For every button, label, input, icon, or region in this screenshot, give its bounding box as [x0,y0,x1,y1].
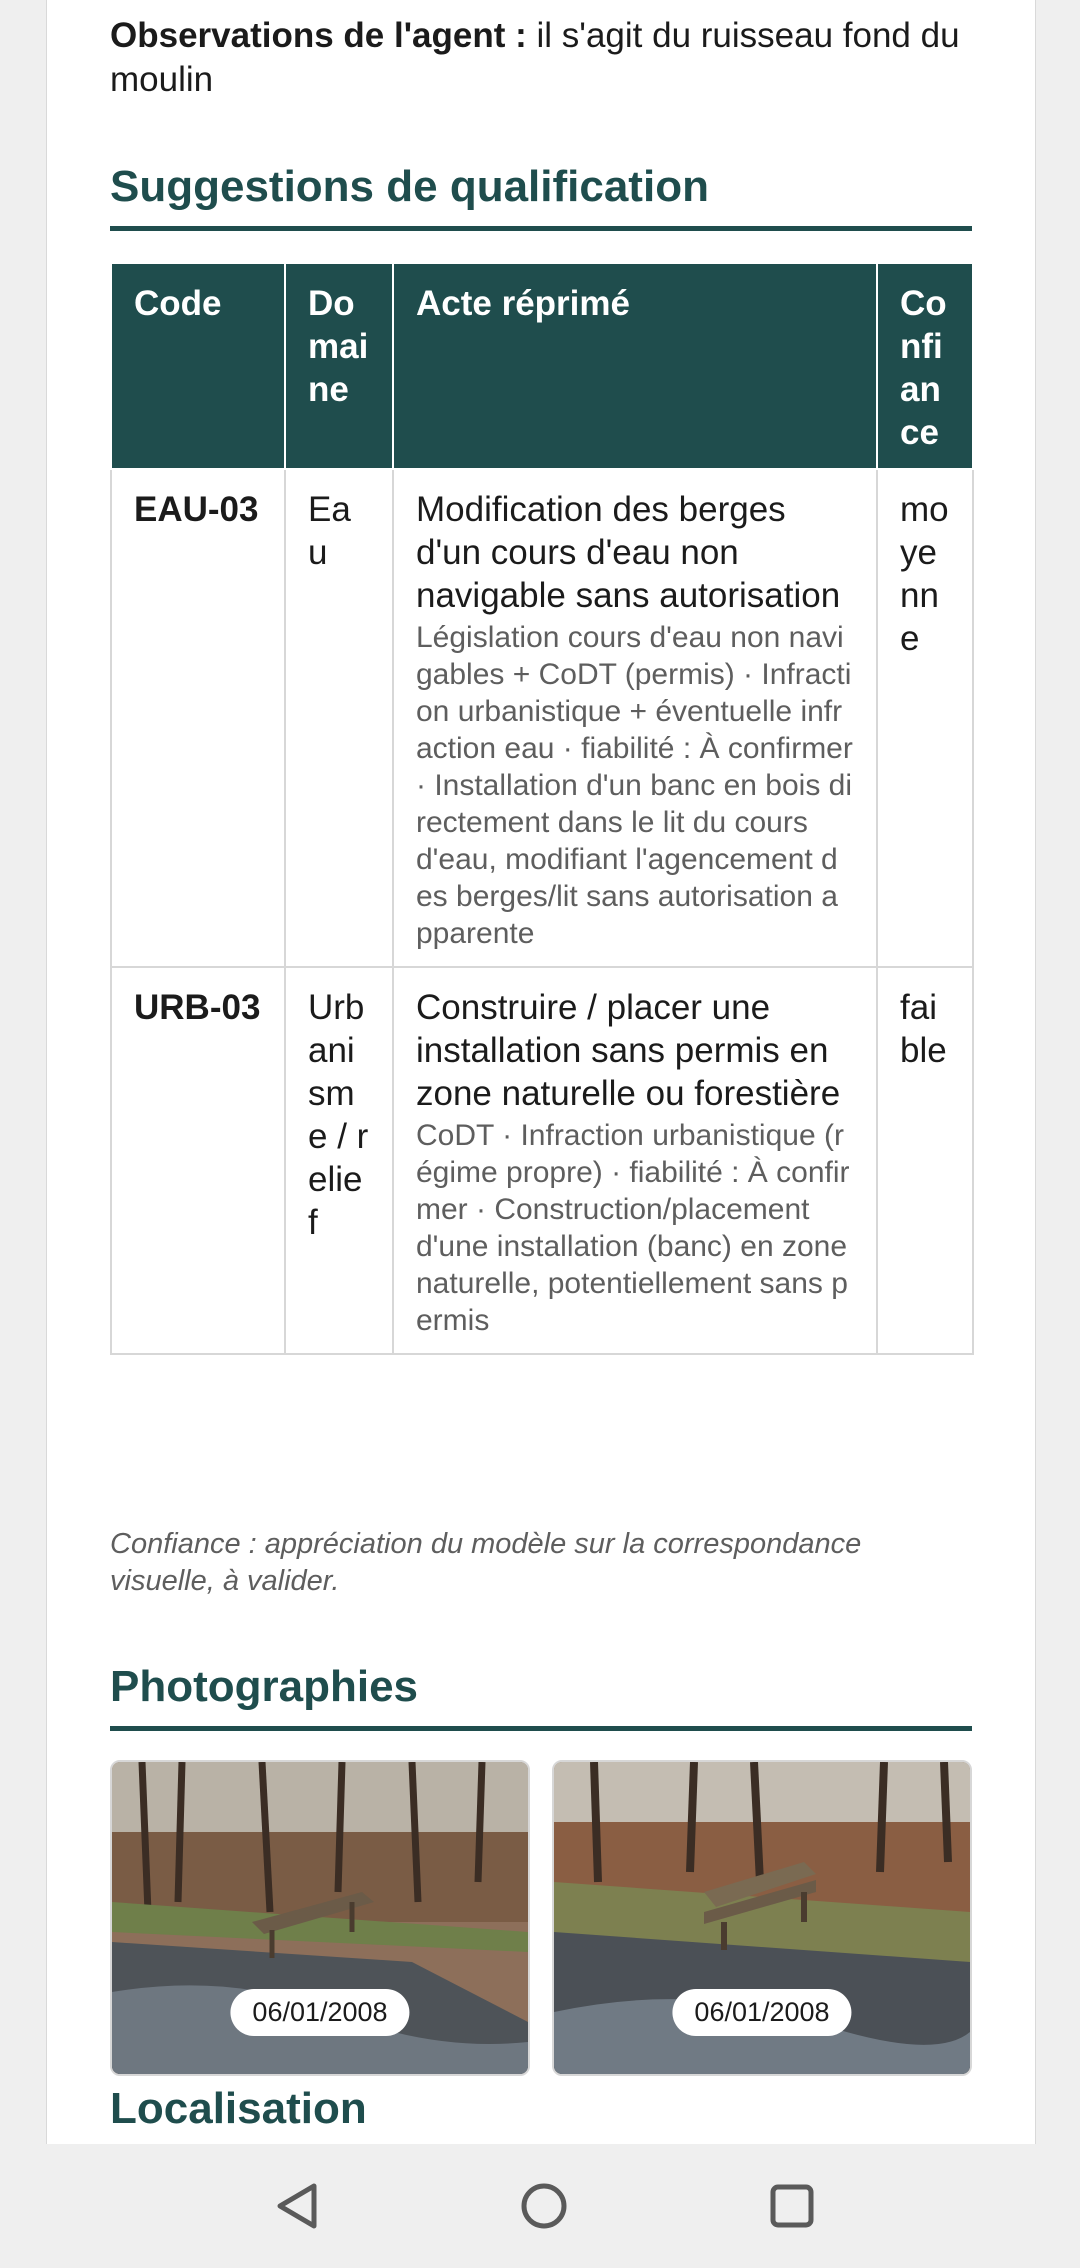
row-code: EAU-03 [111,469,285,967]
photographies-section-title: Photographies [110,1662,972,1731]
table-row [111,967,973,1354]
qualification-section-title: Suggestions de qualification [110,162,972,231]
column-header-domaine: Domaine [285,263,393,469]
confidence-note: Confiance : appréciation du modèle sur la correspondance visuelle, à valider. [110,1528,862,1597]
home-icon[interactable] [518,2180,570,2237]
photo-thumbnail[interactable] [552,1760,972,2076]
acte-detail: CoDT · Infraction urbanistique (régime propre) · fiabilité : À confirmer · Construction/placement d'une installation (banc) en zone naturelle, potentiellement sans permis [416,1119,850,1337]
row-acte [393,469,877,967]
acte-title: Construire / placer une installation sans permis en zone naturelle ou forestière [416,988,841,1113]
row-code: URB-03 [111,967,285,1354]
acte-detail: Législation cours d'eau non navigables + CoDT (permis) · Infraction urbanistique + éventuelle infraction eau · fiabilité : À confirmer · Installation d'un banc en bois directement dans le lit du cours d'eau, modifiant l'agencement des berges/lit sans autorisation apparente [416,621,853,950]
observations-text: il s'agit du ruisseau fond du moulin [110,16,960,99]
photo-date-badge: 06/01/2008 [230,1989,409,2036]
photo-date-badge: 06/01/2008 [672,1989,851,2036]
row-confiance: moyenne [877,469,973,967]
back-icon[interactable] [272,2180,324,2237]
qualification-table [110,262,974,1355]
recents-icon[interactable] [766,2180,818,2237]
localisation-section-header [110,2084,972,2144]
row-acte [393,967,877,1354]
photo-gallery [110,1760,972,2074]
acte-title: Modification des berges d'un cours d'eau non navigable sans autorisation [416,490,841,615]
photo-thumbnail[interactable] [110,1760,530,2076]
observations-label: Observations de l'agent : [110,16,527,55]
table-row [111,469,973,967]
photographies-section-header [110,1662,972,1731]
report-card [46,0,1036,2144]
table-header-row [111,263,973,469]
row-confiance: faible [877,967,973,1354]
column-header-code: Code [111,263,285,469]
system-navigation-bar [0,2144,1080,2268]
column-header-acte: Acte réprimé [393,263,877,469]
agent-observations [110,14,972,102]
row-domaine: Eau [285,469,393,967]
column-header-confiance: Confiance [877,263,973,469]
localisation-section-title: Localisation [110,2084,367,2133]
qualification-section-header [110,162,972,231]
row-domaine: Urbanisme / relief [285,967,393,1354]
